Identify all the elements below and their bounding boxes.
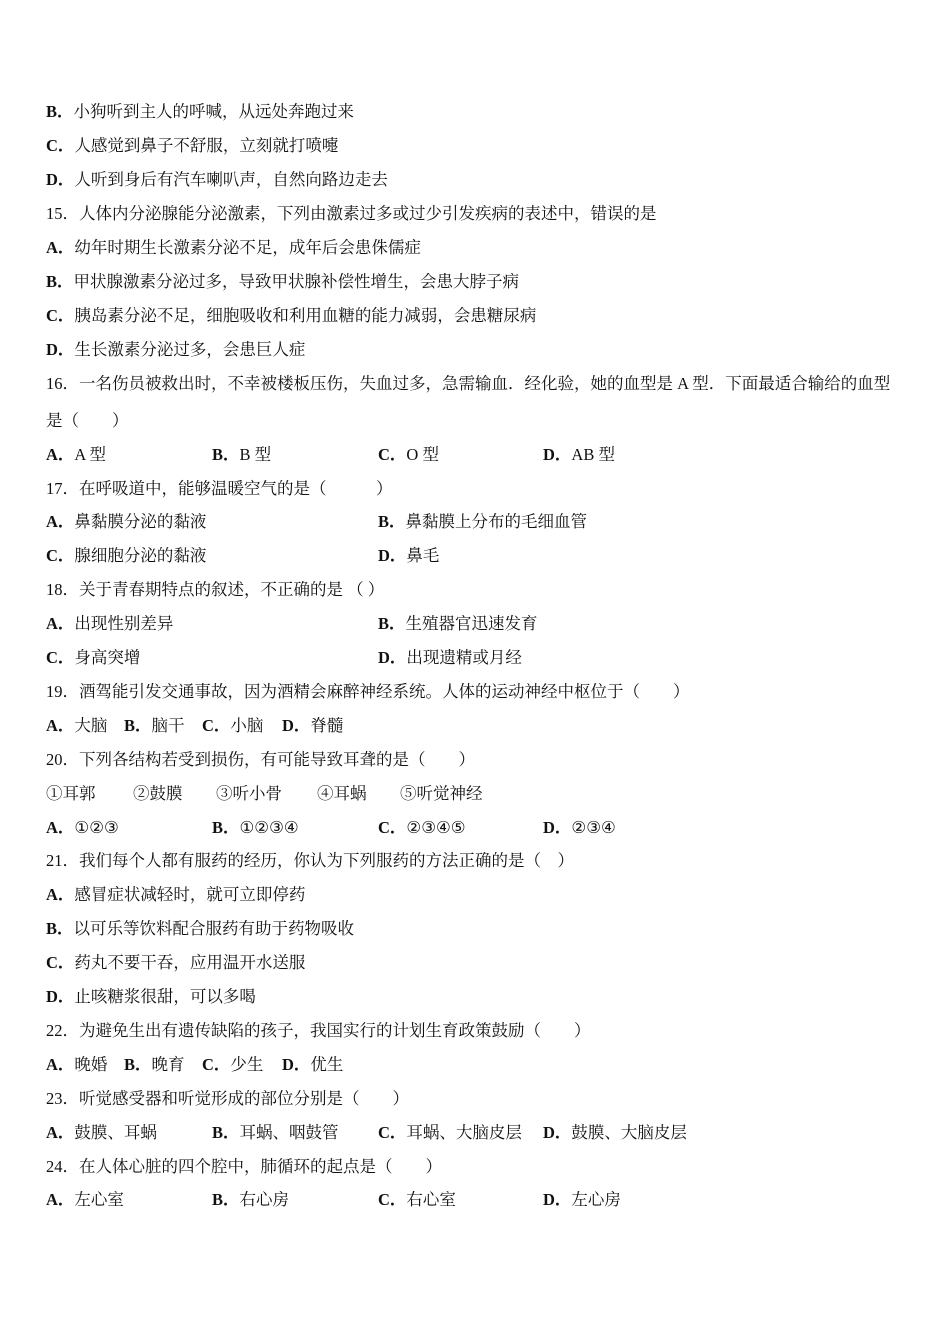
q20-option-d (543, 818, 616, 838)
option-letter: D． (46, 170, 75, 189)
option-text: 小脑 (230, 716, 264, 735)
question-number: 24． (46, 1157, 79, 1176)
question-number: 17． (46, 479, 79, 498)
q22-option-c (202, 1055, 263, 1075)
option-letter: B． (212, 818, 240, 837)
option-letter: C． (46, 648, 75, 667)
q20-item-1: ①耳郭 (46, 784, 96, 803)
question-text: 关于青春期特点的叙述，不正确的是 （ ） (79, 580, 385, 599)
option-text: 鼻黏膜分泌的黏液 (74, 512, 207, 531)
q24-option-c (378, 1190, 456, 1210)
q15-option-b (46, 272, 519, 292)
option-text: 脑干 (151, 716, 185, 735)
question-text: 我们每个人都有服药的经历，你认为下列服药的方法正确的是（ ） (79, 851, 574, 870)
option-text: 生长激素分泌过多，会患巨人症 (74, 340, 306, 359)
q16-stem (46, 374, 890, 394)
option-letter: B． (124, 1055, 152, 1074)
option-text: 甲状腺激素分泌过多，导致甲状腺补偿性增生，会患大脖子病 (73, 272, 520, 291)
question-text: 下列各结构若受到损伤，有可能导致耳聋的是（ ） (79, 750, 475, 769)
option-letter: B． (46, 102, 74, 121)
option-text: 晚婚 (74, 1055, 108, 1074)
q17-stem (46, 479, 393, 499)
option-text: 人听到身后有汽车喇叭声，自然向路边走去 (74, 170, 388, 189)
option-text: O 型 (406, 445, 439, 464)
option-text: 优生 (310, 1055, 344, 1074)
q16-option-c (378, 445, 439, 465)
option-text: 左心房 (571, 1190, 621, 1209)
option-letter: A． (46, 614, 75, 633)
q19-option-d (282, 716, 343, 736)
question-number: 21． (46, 851, 79, 870)
q21-option-c (46, 953, 305, 973)
option-text: 生殖器官迅速发育 (405, 614, 538, 633)
option-letter: D． (543, 1190, 572, 1209)
question-text: 在人体心脏的四个腔中，肺循环的起点是（ ） (79, 1157, 442, 1176)
q23-option-b (212, 1123, 339, 1143)
option-letter: C． (46, 306, 75, 325)
option-text: 鼻毛 (406, 546, 440, 565)
option-letter: C． (202, 1055, 231, 1074)
option-letter: D． (46, 340, 75, 359)
option-letter: C． (378, 1123, 407, 1142)
question-number: 19． (46, 682, 79, 701)
question-number: 23． (46, 1089, 79, 1108)
question-text: 为避免生出有遗传缺陷的孩子，我国实行的计划生育政策鼓励（ ） (79, 1021, 591, 1040)
q24-option-d (543, 1190, 621, 1210)
option-letter: B． (212, 1123, 240, 1142)
option-text: 小狗听到主人的呼喊，从远处奔跑过来 (73, 102, 355, 121)
q18-option-b (378, 614, 538, 634)
q20-item-3: ③听小骨 (216, 784, 282, 803)
q21-option-d (46, 987, 256, 1007)
option-letter: A． (46, 1190, 75, 1209)
question-text: 人体内分泌腺能分泌激素，下列由激素过多或过少引发疾病的表述中，错误的是 (79, 204, 657, 223)
option-letter: D． (543, 445, 572, 464)
q18-option-c (46, 648, 140, 668)
option-text: 幼年时期生长激素分泌不足，成年后会患侏儒症 (74, 238, 421, 257)
q24-option-b (212, 1190, 289, 1210)
option-text: 大脑 (74, 716, 108, 735)
q23-option-a (46, 1123, 157, 1143)
option-text: ②③④⑤ (406, 818, 466, 837)
option-letter: A． (46, 238, 75, 257)
option-text: 耳蜗、咽鼓管 (239, 1123, 339, 1142)
option-letter: A． (46, 818, 75, 837)
option-letter: D． (46, 987, 75, 1006)
option-letter: B． (378, 614, 406, 633)
question-number: 15． (46, 204, 79, 223)
question-text: 一名伤员被救出时，不幸被楼板压伤，失血过多，急需输血．经化验，她的血型是 A 型．下面最适合输给的血型 (79, 374, 891, 393)
option-letter: C． (378, 1190, 407, 1209)
option-text: 身高突增 (74, 648, 141, 667)
q24-stem (46, 1157, 442, 1177)
option-letter: A． (46, 1123, 75, 1142)
q20-option-b (212, 818, 299, 838)
q22-option-b (124, 1055, 185, 1075)
option-text: 出现遗精或月经 (406, 648, 522, 667)
question-text: 听觉感受器和听觉形成的部位分别是（ ） (79, 1089, 409, 1108)
option-letter: B． (124, 716, 152, 735)
q23-stem (46, 1089, 409, 1109)
q20-stem (46, 750, 475, 770)
option-text: 出现性别差异 (74, 614, 174, 633)
q21-option-a (46, 885, 305, 905)
option-text: ②③④ (571, 818, 616, 837)
q19-stem (46, 682, 690, 702)
question-text: 在呼吸道中，能够温暖空气的是（ ） (79, 479, 393, 498)
q22-option-d (282, 1055, 343, 1075)
q22-stem (46, 1021, 591, 1041)
option-letter: D． (282, 716, 311, 735)
option-letter: D． (282, 1055, 311, 1074)
question-text: 酒驾能引发交通事故，因为酒精会麻醉神经系统。人体的运动神经中枢位于（ ） (79, 682, 690, 701)
option-text: 止咳糖浆很甜，可以多喝 (74, 987, 256, 1006)
option-letter: A． (46, 1055, 75, 1074)
q20-item-2: ②鼓膜 (133, 784, 183, 803)
option-letter: A． (46, 445, 75, 464)
option-text: 鼓膜、大脑皮层 (571, 1123, 687, 1142)
option-text: 右心室 (406, 1190, 456, 1209)
q21-option-b (46, 919, 354, 939)
question-number: 18． (46, 580, 79, 599)
q16-option-d (543, 445, 615, 465)
option-text: ①②③④ (239, 818, 299, 837)
option-text: 左心室 (74, 1190, 124, 1209)
option-letter: B． (378, 512, 406, 531)
q20-item-4: ④耳蜗 (317, 784, 367, 803)
question-number: 20． (46, 750, 79, 769)
option-text: 以可乐等饮料配合服药有助于药物吸收 (73, 919, 355, 938)
option-letter: C． (202, 716, 231, 735)
q14-option-b (46, 102, 354, 122)
option-text: 人感觉到鼻子不舒服，立刻就打喷嚏 (74, 136, 339, 155)
option-text: 耳蜗、大脑皮层 (406, 1123, 522, 1142)
q17-option-c (46, 546, 206, 566)
q18-option-d (378, 648, 522, 668)
q16-option-a (46, 445, 106, 465)
q19-option-b (124, 716, 185, 736)
question-number: 22． (46, 1021, 79, 1040)
q20-item-5: ⑤听觉神经 (400, 784, 483, 803)
q17-option-a (46, 512, 206, 532)
option-letter: B． (46, 919, 74, 938)
option-text: 脊髓 (310, 716, 344, 735)
q16-option-b (212, 445, 271, 465)
q21-stem (46, 851, 574, 871)
q20-option-c (378, 818, 466, 838)
q17-option-b (378, 512, 587, 532)
option-letter: D． (378, 648, 407, 667)
q17-option-d (378, 546, 439, 566)
option-text: 腺细胞分泌的黏液 (74, 546, 207, 565)
option-text: 鼻黏膜上分布的毛细血管 (405, 512, 588, 531)
q15-option-d (46, 340, 305, 360)
option-text: 鼓膜、耳蜗 (74, 1123, 157, 1142)
q24-option-a (46, 1190, 124, 1210)
q14-option-c (46, 136, 338, 156)
q23-option-d (543, 1123, 687, 1143)
q18-option-a (46, 614, 173, 634)
option-text: ①②③ (74, 818, 119, 837)
q14-option-d (46, 170, 388, 190)
q19-option-c (202, 716, 263, 736)
q15-stem (46, 204, 657, 224)
q23-option-c (378, 1123, 522, 1143)
option-letter: A． (46, 885, 75, 904)
option-text: B 型 (239, 445, 272, 464)
q16-stem-continued (46, 411, 129, 431)
q15-option-c (46, 306, 536, 326)
option-text: 胰岛素分泌不足，细胞吸收和利用血糖的能力减弱，会患糖尿病 (74, 306, 537, 325)
q20-option-a (46, 818, 119, 838)
option-letter: D． (543, 1123, 572, 1142)
option-letter: B． (212, 445, 240, 464)
option-letter: A． (46, 512, 75, 531)
q15-option-a (46, 238, 421, 258)
q18-stem (46, 580, 384, 600)
option-text: 药丸不要干吞，应用温开水送服 (74, 953, 306, 972)
option-letter: C． (46, 546, 75, 565)
option-letter: B． (46, 272, 74, 291)
question-number: 16． (46, 374, 79, 393)
option-letter: D． (543, 818, 572, 837)
question-text: 是（ ） (46, 411, 129, 430)
option-letter: C． (378, 445, 407, 464)
option-letter: C． (46, 953, 75, 972)
option-text: A 型 (74, 445, 107, 464)
option-letter: C． (46, 136, 75, 155)
option-text: 少生 (230, 1055, 264, 1074)
option-text: 右心房 (239, 1190, 290, 1209)
option-letter: B． (212, 1190, 240, 1209)
option-text: 感冒症状减轻时，就可立即停药 (74, 885, 306, 904)
q19-option-a (46, 716, 107, 736)
option-letter: C． (378, 818, 407, 837)
option-letter: A． (46, 716, 75, 735)
option-text: 晚育 (151, 1055, 185, 1074)
option-letter: D． (378, 546, 407, 565)
option-text: AB 型 (571, 445, 615, 464)
q22-option-a (46, 1055, 107, 1075)
